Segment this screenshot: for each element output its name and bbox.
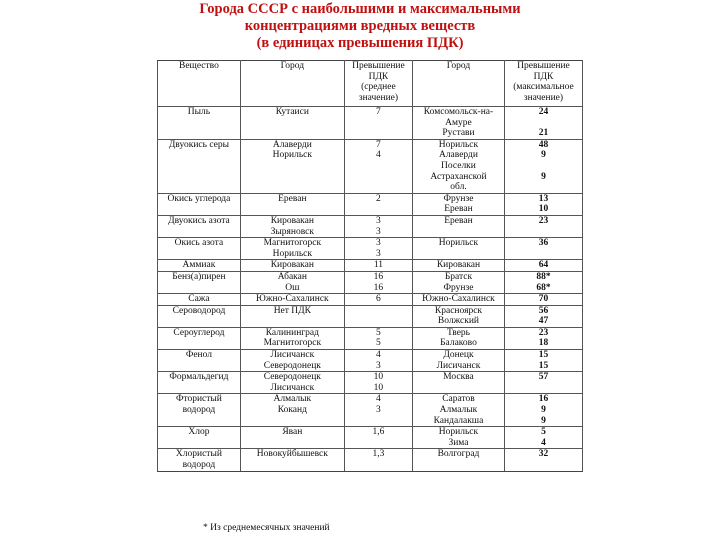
avg-value-cell xyxy=(344,449,412,471)
table-row xyxy=(158,327,583,349)
max-value-cell xyxy=(504,305,582,327)
cell-line: Братск xyxy=(444,271,473,282)
max-value-cell xyxy=(504,215,582,237)
max-city-cell xyxy=(413,327,505,349)
header-line: Превышение xyxy=(517,61,570,71)
cell-line: Ереван xyxy=(444,204,473,215)
cell-line: Коканд xyxy=(277,405,307,416)
cell-line: Алаверди xyxy=(272,139,312,150)
cell-line: Балаково xyxy=(440,338,477,349)
cell-line: 1,6 xyxy=(372,427,385,438)
header-excess-avg xyxy=(344,61,412,107)
cell-line: 3 xyxy=(376,405,381,416)
substance-cell xyxy=(158,427,241,449)
cell-line: Кировакан xyxy=(270,260,314,271)
cell-line: 4 xyxy=(376,350,381,361)
cell-line: Донецк xyxy=(443,350,474,361)
cell-line: Амуре xyxy=(445,117,472,128)
cell-line: 6 xyxy=(376,294,381,305)
cell-line: Северодонецк xyxy=(263,372,321,383)
cell-line: Сероуглерод xyxy=(173,327,225,338)
cell-line: Поселки xyxy=(441,160,476,171)
cell-line: 32 xyxy=(538,449,549,460)
max-city-cell xyxy=(413,427,505,449)
cell-line: Кировакан xyxy=(436,260,481,271)
substance-cell xyxy=(158,107,241,140)
header-substance xyxy=(158,61,241,107)
max-city-cell xyxy=(413,215,505,237)
cell-line: Комсомольск-на- xyxy=(423,107,494,117)
title-line-2: концентрациями вредных веществ xyxy=(244,18,476,34)
table-row xyxy=(158,350,583,372)
table-row xyxy=(158,449,583,471)
cell-line: Фрунзе xyxy=(443,282,474,293)
cell-line: 7 xyxy=(376,107,381,117)
max-value-cell xyxy=(504,327,582,349)
page-title xyxy=(0,1,720,52)
cell-line: 5 xyxy=(376,327,381,338)
title-line-3: (в единицах превышения ПДК) xyxy=(256,35,464,51)
max-city-cell xyxy=(413,372,505,394)
substance-cell xyxy=(158,350,241,372)
substance-cell xyxy=(158,305,241,327)
cell-line: 4 xyxy=(541,437,546,448)
max-value-cell xyxy=(504,271,582,293)
substance-cell xyxy=(158,294,241,306)
avg-value-cell xyxy=(344,294,412,306)
pollution-table xyxy=(157,60,583,472)
cell-line: 4 xyxy=(376,150,381,161)
cell-line: 56 xyxy=(538,305,549,316)
cell-line: 47 xyxy=(538,316,549,327)
cell-line: Москва xyxy=(443,372,474,383)
cell-line: 23 xyxy=(538,215,549,226)
cell-line: Норильск xyxy=(438,139,479,150)
cell-line: Норильск xyxy=(272,150,313,161)
max-value-cell xyxy=(504,350,582,372)
max-city-cell xyxy=(413,449,505,471)
cell-line: Сажа xyxy=(188,294,210,305)
cell-line: Красноярск xyxy=(434,305,483,316)
cell-line: Новокуйбышевск xyxy=(256,449,328,460)
avg-value-cell xyxy=(344,260,412,272)
cell-line: Норильск xyxy=(438,238,479,249)
substance-cell xyxy=(158,372,241,394)
cell-line: 23 xyxy=(538,327,549,338)
cell-line: 9 xyxy=(541,171,546,182)
cell-line: Магнитогорск xyxy=(263,338,322,349)
max-value-cell xyxy=(504,260,582,272)
cell-line: Рустави xyxy=(442,128,475,139)
cell-line: 3 xyxy=(376,248,381,259)
cell-line xyxy=(507,161,580,172)
header-line: Город xyxy=(280,61,305,71)
max-city-cell xyxy=(413,260,505,272)
avg-city-cell xyxy=(240,327,344,349)
cell-line: Магнитогорск xyxy=(263,238,322,249)
cell-line: 16 xyxy=(373,282,384,293)
cell-line: Южно-Сахалинск xyxy=(422,294,495,305)
header-line: (максимальное xyxy=(513,82,574,93)
avg-value-cell xyxy=(344,193,412,215)
cell-line xyxy=(347,306,410,317)
max-city-cell xyxy=(413,394,505,427)
max-value-cell xyxy=(504,394,582,427)
cell-line: 16 xyxy=(373,271,384,282)
substance-cell xyxy=(158,238,241,260)
cell-line: Абакан xyxy=(277,271,307,282)
cell-line: водород xyxy=(182,405,216,416)
cell-line: Кандалакша xyxy=(433,415,484,426)
cell-line: 9 xyxy=(541,415,546,426)
avg-value-cell xyxy=(344,427,412,449)
avg-city-cell xyxy=(240,215,344,237)
max-city-cell xyxy=(413,350,505,372)
header-line: Вещество xyxy=(178,61,219,71)
max-value-cell xyxy=(504,449,582,471)
substance-cell xyxy=(158,260,241,272)
avg-value-cell xyxy=(344,372,412,394)
table-row xyxy=(158,394,583,427)
substance-cell xyxy=(158,193,241,215)
avg-value-cell xyxy=(344,139,412,193)
cell-line: Фтористый xyxy=(175,394,222,405)
cell-line: 15 xyxy=(538,350,549,361)
header-line: Город xyxy=(446,61,471,71)
header-excess-max xyxy=(504,61,582,107)
table-row xyxy=(158,372,583,394)
avg-city-cell xyxy=(240,449,344,471)
cell-line: Окись углерода xyxy=(167,193,231,204)
cell-line: Волгоград xyxy=(437,449,480,460)
cell-line: 88* xyxy=(536,271,551,282)
max-city-cell xyxy=(413,238,505,260)
cell-line: Хлор xyxy=(188,427,210,438)
avg-city-cell xyxy=(240,271,344,293)
cell-line: 5 xyxy=(541,427,546,438)
cell-line: обл. xyxy=(450,182,467,193)
table-row xyxy=(158,427,583,449)
cell-line: Саратов xyxy=(442,394,475,405)
max-city-cell xyxy=(413,139,505,193)
header-line: (среднее xyxy=(361,82,396,93)
cell-line: Волжский xyxy=(437,316,480,327)
table-row xyxy=(158,271,583,293)
max-value-cell xyxy=(504,139,582,193)
cell-line xyxy=(507,182,580,193)
max-value-cell xyxy=(504,372,582,394)
avg-city-cell xyxy=(240,260,344,272)
cell-line: 15 xyxy=(538,360,549,371)
max-value-cell xyxy=(504,193,582,215)
cell-line: 3 xyxy=(376,215,381,226)
avg-city-cell xyxy=(240,107,344,140)
cell-line: Сероводород xyxy=(172,305,226,316)
cell-line: 4 xyxy=(376,394,381,405)
avg-value-cell xyxy=(344,107,412,140)
cell-line: 2 xyxy=(376,193,381,204)
max-city-cell xyxy=(413,107,505,140)
max-value-cell xyxy=(504,107,582,140)
cell-line: Зыряновск xyxy=(270,226,315,237)
cell-line: Хлористый xyxy=(175,449,222,460)
max-value-cell xyxy=(504,427,582,449)
avg-value-cell xyxy=(344,305,412,327)
substance-cell xyxy=(158,139,241,193)
cell-line: Двуокись азота xyxy=(168,215,230,226)
cell-line: Пыль xyxy=(187,107,211,117)
header-line: ПДК xyxy=(533,71,554,82)
cell-line: Лисичанск xyxy=(436,360,481,371)
cell-line: 24 xyxy=(538,107,549,117)
avg-city-cell xyxy=(240,294,344,306)
cell-line: Алмалык xyxy=(439,405,478,416)
cell-line: водород xyxy=(182,460,216,470)
substance-cell xyxy=(158,394,241,427)
cell-line: Аммиак xyxy=(182,260,216,271)
cell-line: Норильск xyxy=(272,248,313,259)
avg-city-cell xyxy=(240,193,344,215)
cell-line: Окись азота xyxy=(174,238,224,249)
max-city-cell xyxy=(413,193,505,215)
header-city-avg xyxy=(240,61,344,107)
cell-line: Ереван xyxy=(278,193,307,204)
avg-city-cell xyxy=(240,238,344,260)
avg-city-cell xyxy=(240,427,344,449)
table-header-row xyxy=(158,61,583,107)
cell-line: 9 xyxy=(541,405,546,416)
max-value-cell xyxy=(504,294,582,306)
header-line: ПДК xyxy=(368,71,389,82)
cell-line: Северодонецк xyxy=(263,360,321,371)
avg-value-cell xyxy=(344,271,412,293)
avg-city-cell xyxy=(240,305,344,327)
cell-line: Кировакан xyxy=(270,215,314,226)
cell-line: 16 xyxy=(538,394,549,405)
cell-line: Ош xyxy=(285,282,300,293)
table-row xyxy=(158,107,583,140)
avg-value-cell xyxy=(344,238,412,260)
table-row xyxy=(158,238,583,260)
cell-line: 68* xyxy=(536,282,551,293)
cell-line: Астраханской xyxy=(430,171,487,182)
cell-line: 10 xyxy=(373,382,384,393)
cell-line: 48 xyxy=(538,139,549,150)
header-city-max xyxy=(413,61,505,107)
cell-line xyxy=(507,118,580,129)
table-row xyxy=(158,215,583,237)
cell-line: 7 xyxy=(376,139,381,150)
max-value-cell xyxy=(504,238,582,260)
cell-line: Лисичанск xyxy=(270,350,315,361)
cell-line: Зима xyxy=(448,437,469,448)
cell-line: 21 xyxy=(538,128,549,139)
avg-value-cell xyxy=(344,394,412,427)
cell-line: Бенз(а)пирен xyxy=(172,271,226,282)
cell-line: Южно-Сахалинск xyxy=(256,294,329,305)
cell-line: 10 xyxy=(373,372,384,383)
cell-line: Алаверди xyxy=(438,150,478,161)
avg-city-cell xyxy=(240,372,344,394)
cell-line: Норильск xyxy=(438,427,479,438)
cell-line: Лисичанск xyxy=(270,382,315,393)
substance-cell xyxy=(158,271,241,293)
avg-value-cell xyxy=(344,350,412,372)
avg-city-cell xyxy=(240,394,344,427)
substance-cell xyxy=(158,327,241,349)
table-row xyxy=(158,193,583,215)
cell-line: Фрунзе xyxy=(443,193,474,204)
avg-city-cell xyxy=(240,350,344,372)
table-row xyxy=(158,305,583,327)
cell-line: 18 xyxy=(538,338,549,349)
table-row xyxy=(158,260,583,272)
cell-line: Тверь xyxy=(446,327,470,338)
cell-line: 11 xyxy=(373,260,383,271)
avg-value-cell xyxy=(344,215,412,237)
substance-cell xyxy=(158,215,241,237)
cell-line: 57 xyxy=(538,372,549,383)
header-line: значение) xyxy=(358,92,399,103)
cell-line: 3 xyxy=(376,226,381,237)
cell-line: Формальдегид xyxy=(169,372,229,383)
cell-line: 3 xyxy=(376,360,381,371)
cell-line: 70 xyxy=(538,294,549,305)
header-line: Превышение xyxy=(352,61,405,71)
header-line: значение) xyxy=(523,92,564,103)
max-city-cell xyxy=(413,294,505,306)
title-line-1: Города СССР с наибольшими и максимальными xyxy=(199,1,521,17)
cell-line: Калининград xyxy=(265,327,319,338)
max-city-cell xyxy=(413,271,505,293)
cell-line: 9 xyxy=(541,150,546,161)
cell-line: Ереван xyxy=(444,215,473,226)
table-row xyxy=(158,294,583,306)
cell-line: 10 xyxy=(538,204,549,215)
cell-line: Нет ПДК xyxy=(273,305,311,316)
max-city-cell xyxy=(413,305,505,327)
table-body xyxy=(158,107,583,472)
cell-line: 3 xyxy=(376,238,381,249)
cell-line: 5 xyxy=(376,338,381,349)
cell-line: 64 xyxy=(538,260,549,271)
cell-line: 36 xyxy=(538,238,549,249)
substance-cell xyxy=(158,449,241,471)
cell-line: Алмалык xyxy=(273,394,312,405)
footnote: * Из среднемесячных значений xyxy=(203,523,330,533)
avg-value-cell xyxy=(344,327,412,349)
cell-line: Яван xyxy=(282,427,303,438)
cell-line: Фенол xyxy=(185,350,212,361)
table-row xyxy=(158,139,583,193)
cell-line: Кутаиси xyxy=(275,107,309,117)
cell-line: 13 xyxy=(538,193,549,204)
cell-line: Двуокись серы xyxy=(168,139,230,150)
cell-line: 1,3 xyxy=(372,449,385,460)
avg-city-cell xyxy=(240,139,344,193)
